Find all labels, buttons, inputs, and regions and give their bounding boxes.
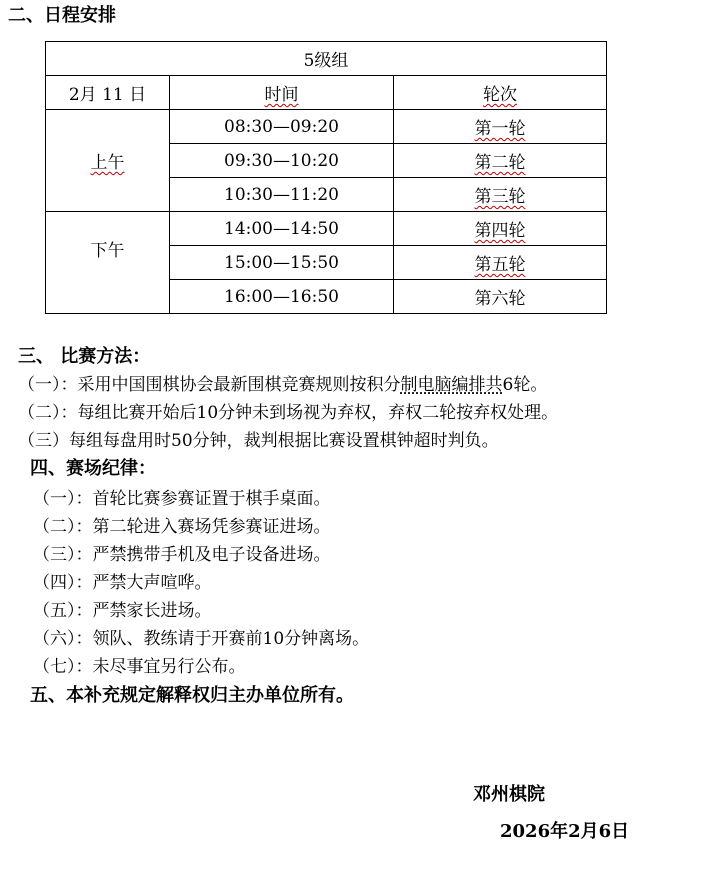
time-cell: 15:00—15:50 <box>170 246 394 280</box>
table-group-row <box>46 42 607 76</box>
time-cell: 16:00—16:50 <box>170 280 394 314</box>
list-item: （五）：严禁家长进场。 <box>33 601 212 621</box>
round-cell <box>394 246 607 280</box>
table-row <box>46 212 607 246</box>
afternoon-label: 下午 <box>90 241 125 261</box>
round-cell <box>394 280 607 314</box>
method-item-1 <box>18 370 547 395</box>
time-cell: 08:30—09:20 <box>170 110 394 144</box>
round-cell <box>394 212 607 246</box>
time-cell: 10:30—11:20 <box>170 178 394 212</box>
round-header <box>394 76 607 110</box>
list-item: （四）：严禁大声喧哗。 <box>33 573 212 593</box>
closing-statement: 五、本补充规定解释权归主办单位所有。 <box>30 685 354 706</box>
list-item: （二）：第二轮进入赛场凭参赛证进场。 <box>33 517 331 537</box>
table-header-row <box>46 76 607 110</box>
method-item-1-underlined: 制电脑编排共 <box>400 375 503 395</box>
signature-org: 邓州棋院 <box>473 784 545 805</box>
afternoon-cell <box>46 212 170 314</box>
round-label: 第二轮 <box>474 153 526 173</box>
time-header-label: 时间 <box>264 85 299 105</box>
morning-label: 上午 <box>90 153 125 173</box>
list-item: （七）：未尽事宜另行公布。 <box>33 657 246 677</box>
round-label: 第五轮 <box>474 255 526 275</box>
schedule-table <box>45 41 607 314</box>
method-item-1-prefix: （一）：采用中国围棋协会最新围棋竞赛规则按积分 <box>18 375 401 395</box>
signature-date: 2026年2月6日 <box>500 821 630 842</box>
list-item: （三）：严禁携带手机及电子设备进场。 <box>33 545 331 565</box>
time-header <box>170 76 394 110</box>
schedule-section-title: 二、日程安排 <box>8 5 116 26</box>
method-section-title: 三、 比赛方法： <box>18 346 151 367</box>
round-label: 第六轮 <box>474 289 526 309</box>
round-cell <box>394 144 607 178</box>
list-item: （一）：首轮比赛参赛证置于棋手桌面。 <box>33 489 331 509</box>
morning-cell <box>46 110 170 212</box>
round-label: 第四轮 <box>474 221 526 241</box>
time-cell: 14:00—14:50 <box>170 212 394 246</box>
group-header: 5级组 <box>46 42 607 76</box>
round-label: 第一轮 <box>474 119 526 139</box>
method-item-3: （三）每组每盘用时50分钟，裁判根据比赛设置棋钟超时判负。 <box>18 431 499 451</box>
table-row <box>46 110 607 144</box>
round-cell <box>394 178 607 212</box>
round-header-label: 轮次 <box>483 85 518 105</box>
date-cell: 2月 11 日 <box>46 76 170 110</box>
time-cell: 09:30—10:20 <box>170 144 394 178</box>
method-item-2: （二）：每组比赛开始后10分钟未到场视为弃权，弃权二轮按弃权处理。 <box>18 403 559 423</box>
list-item: （六）：领队、教练请于开赛前10分钟离场。 <box>33 629 370 649</box>
method-item-1-suffix: 6轮。 <box>502 375 548 395</box>
round-cell <box>394 110 607 144</box>
discipline-section-title: 四、赛场纪律： <box>30 458 156 479</box>
round-label: 第三轮 <box>474 187 526 207</box>
